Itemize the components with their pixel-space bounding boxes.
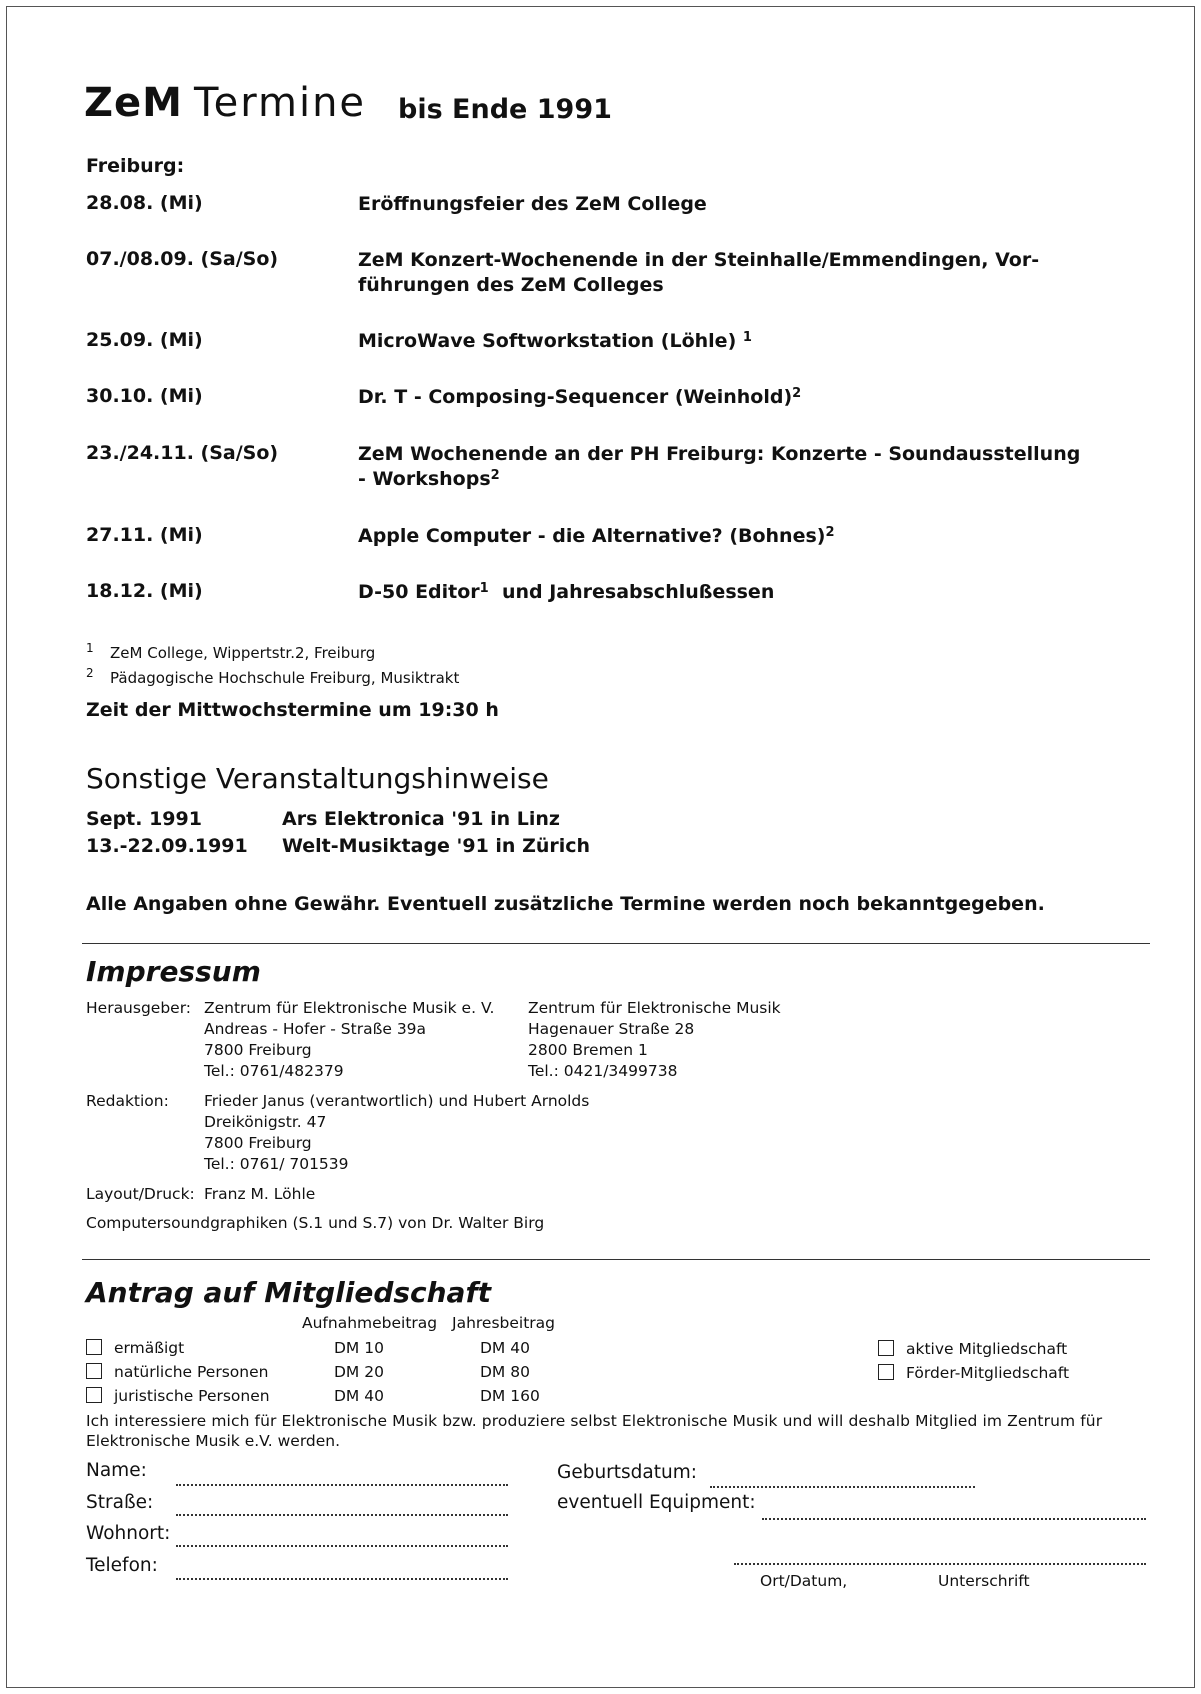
event-date: 27.11. (Mi) xyxy=(86,524,203,546)
fee-header-entry: Aufnahmebeitrag xyxy=(302,1314,438,1332)
checkbox[interactable] xyxy=(86,1363,102,1379)
event-date: 18.12. (Mi) xyxy=(86,580,203,602)
title-suffix: bis Ende 1991 xyxy=(398,94,612,125)
graphics-credit: Computersoundgraphiken (S.1 und S.7) von Dr. Walter Birg xyxy=(86,1214,545,1232)
city-field-label: Wohnort: xyxy=(86,1523,171,1544)
publisher-address-bremen: Zentrum für Elektronische Musik Hagenauer Straße 28 2800 Bremen 1 Tel.: 0421/3499738 xyxy=(528,999,781,1080)
event-text: ZeM Konzert-Wochenende in der Steinhalle/Emmendingen, Vor- führungen des ZeM Colleges xyxy=(358,249,1040,296)
city-field[interactable] xyxy=(176,1545,508,1547)
other-date: Sept. 1991 xyxy=(86,808,202,830)
checkbox[interactable] xyxy=(878,1364,894,1380)
impressum-heading: Impressum xyxy=(86,955,261,988)
place-date-label: Ort/Datum, xyxy=(760,1572,848,1590)
other-text: Welt-Musiktage '91 in Zürich xyxy=(282,835,591,857)
street-label: Straße: xyxy=(86,1492,154,1513)
disclaimer: Alle Angaben ohne Gewähr. Eventuell zusätzliche Termine werden noch bekanntgegeben. xyxy=(86,893,1045,915)
footnote: 2 Pädagogische Hochschule Freiburg, Musiktrakt xyxy=(86,666,460,687)
event-date: 30.10. (Mi) xyxy=(86,385,203,407)
membership-type-support[interactable]: Förder-Mitgliedschaft xyxy=(878,1364,1069,1382)
fee-entry: DM 20 xyxy=(334,1363,384,1381)
membership-heading: Antrag auf Mitgliedschaft xyxy=(86,1276,492,1309)
other-heading: Sonstige Veranstaltungshinweise xyxy=(86,762,549,795)
event-text: MicroWave Softworkstation (Löhle) $^1$ xyxy=(358,330,752,352)
equipment-field[interactable] xyxy=(762,1518,1146,1520)
street-field[interactable] xyxy=(176,1514,508,1516)
fee-entry: DM 10 xyxy=(334,1339,384,1357)
fee-header-annual: Jahresbeitrag xyxy=(452,1314,556,1332)
title-zem: ZeM xyxy=(84,80,183,126)
time-note: Zeit der Mittwochstermine um 19:30 h xyxy=(86,699,499,721)
other-text: Ars Elektronica '91 in Linz xyxy=(282,808,560,830)
event-text: Dr. T - Composing-Sequencer (Weinhold)$^2$ xyxy=(358,386,802,408)
divider xyxy=(82,1259,1150,1260)
event-date: 07./08.09. (Sa/So) xyxy=(86,248,279,270)
city-label: Freiburg: xyxy=(86,155,185,177)
fee-entry: DM 40 xyxy=(334,1387,384,1405)
event-date: 23./24.11. (Sa/So) xyxy=(86,442,279,464)
editor-label: Redaktion: xyxy=(86,1092,169,1110)
event-text: Eröffnungsfeier des ZeM College xyxy=(358,193,707,215)
event-text: Apple Computer - die Alternative? (Bohnes)$^2$ xyxy=(358,525,835,547)
name-label: Name: xyxy=(86,1460,147,1481)
name-field[interactable] xyxy=(176,1484,508,1486)
fee-annual: DM 40 xyxy=(480,1339,530,1357)
event-date: 28.08. (Mi) xyxy=(86,192,203,214)
signature-field[interactable] xyxy=(734,1563,1146,1565)
title-termine: Termine xyxy=(194,80,367,126)
footnote: 1 ZeM College, Wippertstr.2, Freiburg xyxy=(86,641,376,662)
fee-annual: DM 160 xyxy=(480,1387,540,1405)
equipment-label: eventuell Equipment: xyxy=(557,1492,756,1513)
phone-field[interactable] xyxy=(176,1578,508,1580)
signature-label: Unterschrift xyxy=(938,1572,1030,1590)
membership-option[interactable]: ermäßigt xyxy=(86,1339,184,1357)
publisher-address-freiburg: Zentrum für Elektronische Musik e. V. Andreas - Hofer - Straße 39a 7800 Freiburg Tel.: 0761/482379 xyxy=(204,999,495,1080)
checkbox[interactable] xyxy=(878,1340,894,1356)
statement-line1: Ich interessiere mich für Elektronische Musik bzw. produziere selbst Elektronische Musik und will deshalb Mitglied im Zentrum für xyxy=(86,1412,1103,1430)
membership-option[interactable]: natürliche Personen xyxy=(86,1363,268,1381)
layout-value: Franz M. Löhle xyxy=(204,1185,316,1203)
statement-line2: Elektronische Musik e.V. werden. xyxy=(86,1432,341,1450)
birthdate-label: Geburtsdatum: xyxy=(557,1462,697,1483)
event-date: 25.09. (Mi) xyxy=(86,329,203,351)
publisher-label: Herausgeber: xyxy=(86,999,192,1017)
checkbox[interactable] xyxy=(86,1387,102,1403)
membership-option[interactable]: juristische Personen xyxy=(86,1387,270,1405)
event-text: ZeM Wochenende an der PH Freiburg: Konzerte - Soundausstellung - Workshops$^2$ xyxy=(358,443,1081,490)
divider xyxy=(82,943,1150,944)
event-text: D-50 Editor$^1$ und Jahresabschlußessen xyxy=(358,581,775,603)
editor-address: Frieder Janus (verantwortlich) und Hubert Arnolds Dreikönigstr. 47 7800 Freiburg Tel.: 0761/ 701539 xyxy=(204,1092,590,1173)
phone-label: Telefon: xyxy=(86,1555,158,1576)
layout-label: Layout/Druck: xyxy=(86,1185,195,1203)
birthdate-field[interactable] xyxy=(710,1486,975,1488)
membership-type-active[interactable]: aktive Mitgliedschaft xyxy=(878,1340,1067,1358)
other-date: 13.-22.09.1991 xyxy=(86,835,248,857)
fee-annual: DM 80 xyxy=(480,1363,530,1381)
checkbox[interactable] xyxy=(86,1339,102,1355)
